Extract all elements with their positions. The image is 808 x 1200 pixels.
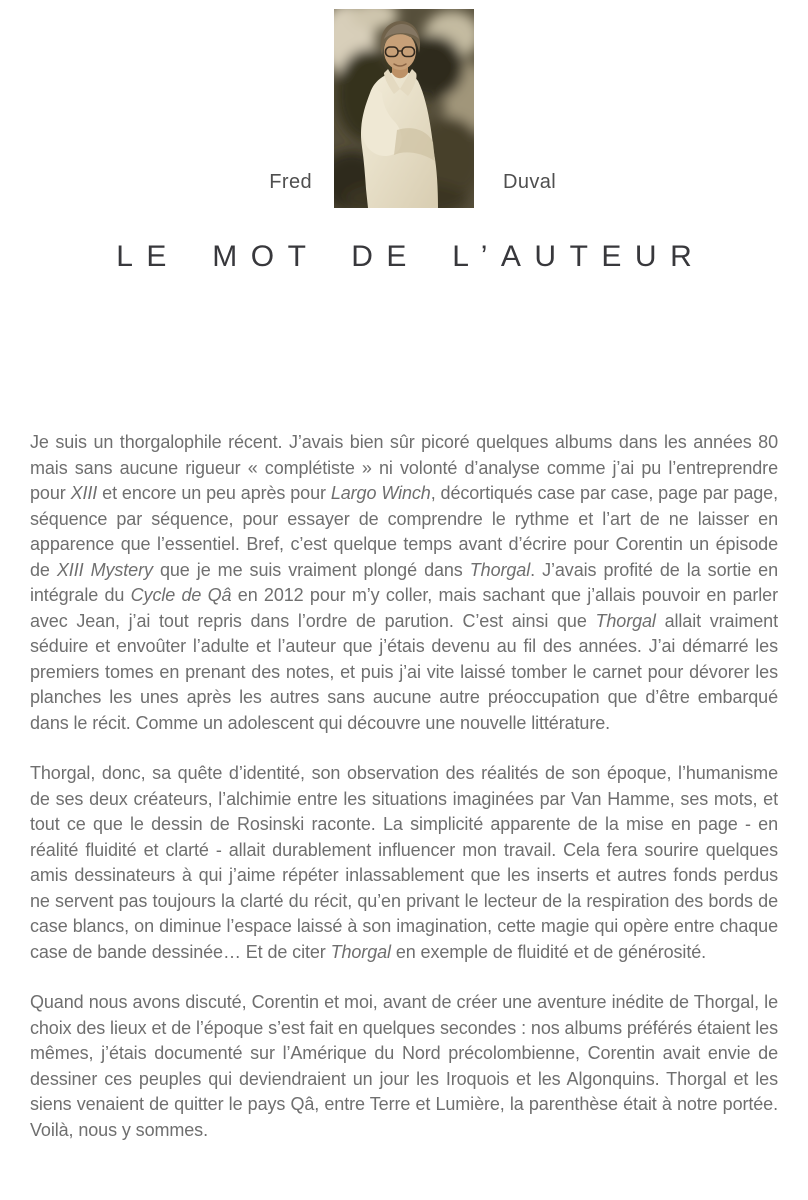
- body-text: en 2012 pour m’y coller, mais sachant que j’allais pouvoir en parler avec Jean, j’ai tout repris dans l’ordre de parution. C’est ainsi que: [30, 585, 778, 631]
- body-text: que je me suis vraiment plongé dans: [152, 559, 470, 580]
- portrait-photo-illustration: [334, 9, 474, 208]
- italic-title-text: XIII Mystery: [56, 559, 153, 580]
- paragraph: [30, 761, 778, 965]
- page-title: LE MOT DE L’AUTEUR: [116, 240, 706, 273]
- paragraph: [30, 430, 778, 736]
- body-text: en exemple de fluidité et de générosité.: [390, 941, 707, 962]
- author-first-name: Fred: [269, 171, 312, 193]
- body-text: Quand nous avons discuté, Corentin et moi, avant de créer une aventure inédite de Thorgal, le choix des lieux et de l’époque s’est fait en quelques secondes : nos albums préférés étaient les mêmes, j’étais documenté sur l’Amérique du Nord précolombienne, Corentin avait envie de dessiner ces peuples qui deviendraient un jour les Iroquois et les Algonquins. Thorgal et les siens venaient de quitter le pays Qâ, entre Terre et Lumière, la parenthèse était à notre portée. Voilà, nous y sommes.: [30, 992, 778, 1140]
- italic-title-text: Thorgal: [595, 610, 656, 631]
- body-text: . J’avais profité de la sortie en intégrale du: [30, 559, 778, 605]
- body-text: Thorgal, donc, sa quête d’identité, son observation des réalités de son époque, l’humanisme de ses deux créateurs, l’alchimie entre les situations imaginées par Van Hamme, ses mots, et tout ce que le dessin de Rosinski raconte. La simplicité apparente de la mise en page - en réalité fluidité et clarté - allait durablement influencer mon travail. Cela fera sourire quelques amis dessinateurs à qui j’aime répéter inlassablement que les inserts et autres fonds perdus ne servent pas toujours la clarté du récit, qu’en privant le lecteur de la respiration des bords de case blancs, on diminue l’espace laissé à son imagination, cette magie qui opère entre chaque case de bande dessinée… Et de citer: [30, 763, 778, 962]
- italic-title-text: XIII: [70, 483, 98, 503]
- author-last-name: Duval: [503, 171, 557, 193]
- body-text: , décortiqués case par case, page par page, séquence par séquence, pour essayer de comprendre le rythme et l’art de ne laisser en apparence que l’essentiel. Bref, c’est quelque temps avant d’écrire pour Corentin un épisode de: [30, 483, 778, 580]
- body-text: allait vraiment séduire et envoûter l’adulte et l’auteur que j’étais devenu au fil des années. J’ai démarré les premiers tomes en prenant des notes, et puis j’ai vite laissé tomber le carnet pour dévorer les planches les unes après les autres sans aucune autre préoccupation que d’être embarqué dans le récit. Comme un adolescent qui découvre une nouvelle littérature.: [30, 610, 778, 733]
- body-text: et encore un peu après pour: [97, 483, 331, 503]
- author-portrait-photo: [334, 9, 474, 208]
- italic-title-text: Largo Winch: [330, 483, 431, 503]
- body-text: Je suis un thorgalophile récent. J’avais bien sûr picoré quelques albums dans les années 80 mais sans aucune rigueur « complétiste » ni volonté d’analyse comme j’ai pu l’entreprendre pour: [30, 432, 778, 503]
- author-header: [0, 0, 808, 208]
- paragraph: [30, 990, 778, 1143]
- italic-title-text: Cycle de Qâ: [130, 585, 232, 605]
- article-body: [30, 430, 778, 1143]
- italic-title-text: Thorgal: [469, 559, 531, 580]
- italic-title-text: Thorgal: [330, 941, 391, 962]
